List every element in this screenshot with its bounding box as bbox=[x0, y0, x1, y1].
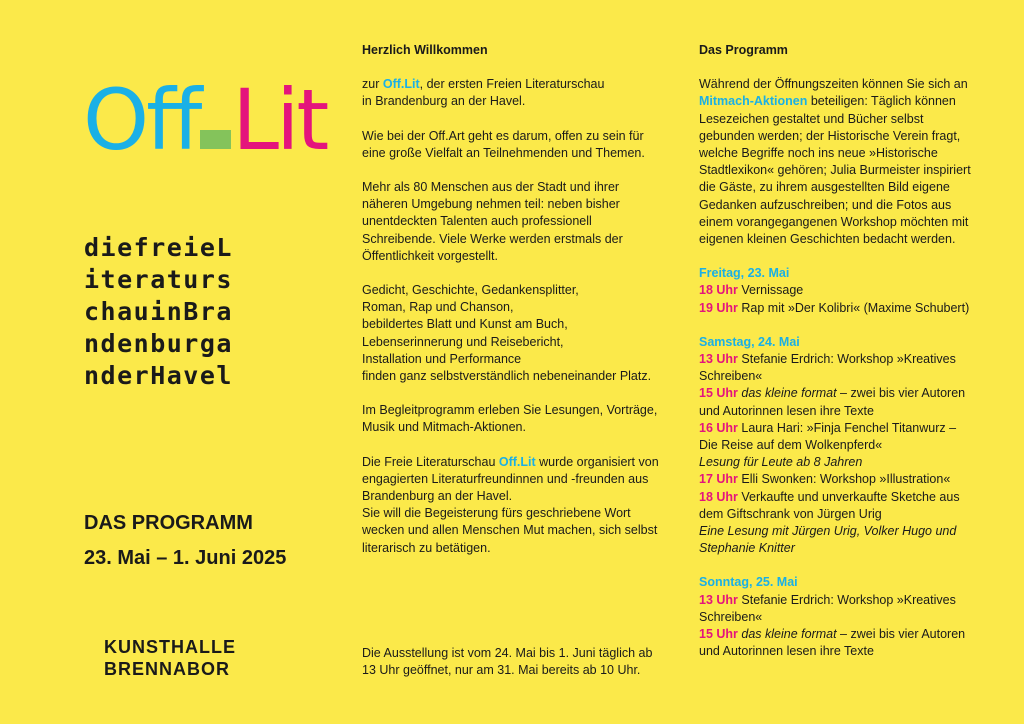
opening-hours: Die Ausstellung ist vom 24. Mai bis 1. Juni täglich ab 13 Uhr geöffnet, nur am 31. Mai bereits ab 10 Uhr. bbox=[362, 646, 653, 678]
welcome-p5: Im Begleitprogramm erleben Sie Lesungen, Vorträge, Musik und Mitmach-Aktionen. bbox=[362, 403, 658, 435]
venue-logo bbox=[104, 636, 236, 680]
offlit-logo bbox=[83, 71, 327, 169]
program-column bbox=[699, 42, 974, 678]
tagline-block bbox=[84, 232, 233, 392]
day-friday: Freitag, 23. Mai 18 Uhr Vernissage 19 Uhr Rap mit »Der Kolibri« (Maxime Schubert) bbox=[699, 266, 970, 315]
tagline-line: iteraturs bbox=[84, 265, 233, 294]
welcome-p3: Mehr als 80 Menschen aus der Stadt und ihrer näheren Umgebung nehmen teil: neben bisher unentdeckten Talenten auch professionell Schreibende. Viele Werke werden erstmals der Öffentlichkeit vorgestellt. bbox=[362, 180, 623, 263]
tagline-line: diefreieL bbox=[84, 233, 233, 262]
tagline-line: ndenburga bbox=[84, 329, 233, 358]
venue-line-1: KUNSTHALLE bbox=[104, 637, 236, 657]
program-dates: 23. Mai – 1. Juni 2025 bbox=[84, 547, 287, 569]
welcome-heading: Herzlich Willkommen bbox=[362, 43, 488, 57]
tagline-line: chauinBra bbox=[84, 297, 233, 326]
logo-off: Off bbox=[83, 71, 200, 169]
logo-lit: Lit bbox=[232, 71, 327, 169]
program-intro: Während der Öffnungszeiten können Sie sich an Mitmach-Aktionen beteiligen: Täglich können Lesezeichen gestaltet und Bücher selbst gebunden werden; der Historische Verein fragt, welche Begriffe noch ins neue »Historische Stadtlexikon« gehören; Julia Burmeister inspiriert die Gäste, zu ihrem ausgestellten Bild eigene Gedanken aufzuschreiben; und die Fotos aus einem vorangegangenen Workshop möchten mit eigenen kleinen Geschichten bedacht werden. bbox=[699, 77, 971, 247]
day-saturday: Samstag, 24. Mai 13 Uhr Stefanie Erdrich: Workshop »Kreatives Schreiben« 15 Uhr das kleine format – zwei bis vier Autoren und Autorinnen lesen ihre Texte 16 Uhr Laura Hari: »Finja Fenchel Titanwurz – Die Reise auf dem Wolkenpferd« Lesung für Leute ab 8 Jahren 17 Uhr Elli Swonken: Workshop »Illustration« 18 Uhr Verkaufte und unverkaufte Sketche aus dem Giftschrank von Jürgen Urig Eine Lesung mit Jürgen Urig, Volker Hugo und Stephanie Knitter bbox=[699, 334, 966, 556]
logo-green-square bbox=[200, 130, 231, 149]
day-sunday: Sonntag, 25. Mai 13 Uhr Stefanie Erdrich: Workshop »Kreatives Schreiben« 15 Uhr das kleine format – zwei bis vier Autoren und Autorinnen lesen ihre Texte bbox=[699, 575, 966, 659]
venue-line-2: BRENNABOR bbox=[104, 659, 230, 679]
welcome-p1: zur Off.Lit, der ersten Freien Literaturschau in Brandenburg an der Havel. bbox=[362, 77, 605, 109]
tagline-line: nderHavel bbox=[84, 361, 233, 390]
welcome-p6: Die Freie Literaturschau Off.Lit wurde organisiert von engagierten Literaturfreundinnen und -freunden aus Brandenburg an der Havel. Sie will die Begeisterung fürs geschriebene Wort wecken und allen Menschen Mut machen, sich selbst literarisch zu betätigen. bbox=[362, 454, 659, 555]
welcome-column bbox=[362, 42, 662, 574]
program-heading: Das Programm bbox=[699, 43, 788, 57]
welcome-p2: Wie bei der Off.Art geht es darum, offen zu sein für eine große Vielfalt an Teilnehmenden und Themen. bbox=[362, 128, 645, 160]
welcome-p4: Gedicht, Geschichte, Gedankensplitter, Roman, Rap und Chanson, bebildertes Blatt und Kunst am Buch, Lebenserinnerung und Reisebericht, Installation und Performance finden ganz selbstverständlich nebeneinander Platz. bbox=[362, 283, 652, 384]
program-title: DAS PROGRAMM bbox=[84, 512, 253, 534]
